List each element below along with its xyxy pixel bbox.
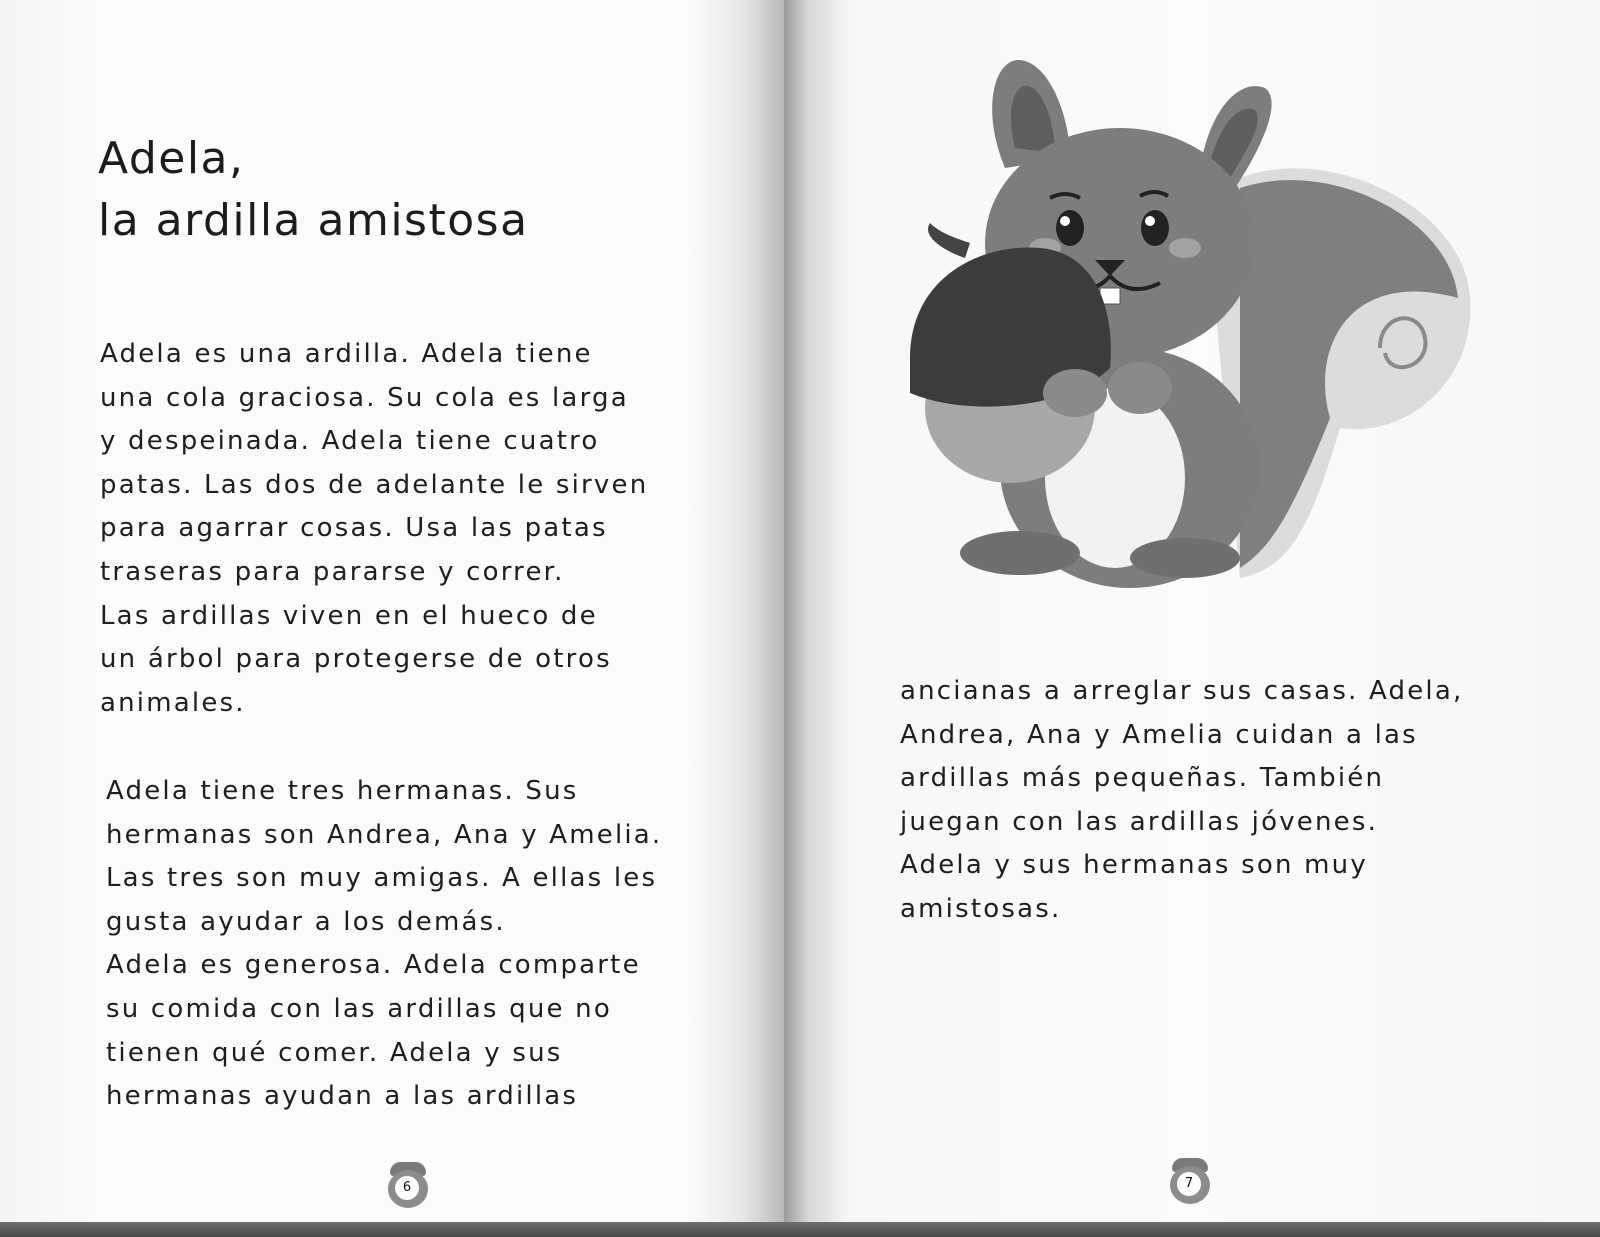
text-line: y despeinada. Adela tiene cuatro	[100, 426, 600, 457]
text-line: Adela es una ardilla. Adela tiene	[100, 339, 593, 369]
text-line: Adela y sus hermanas son muy	[900, 850, 1368, 881]
text-line: una cola graciosa. Su cola es larga	[100, 382, 629, 413]
paragraph-1	[100, 333, 648, 725]
paragraph-3	[900, 670, 1463, 932]
text-line: Andrea, Ana y Amelia cuidan a las	[900, 719, 1418, 750]
text-line: juegan con las ardillas jóvenes.	[900, 806, 1379, 837]
text-line: Las ardillas viven en el hueco de	[100, 600, 598, 631]
text-line: hermanas son Andrea, Ana y Amelia.	[106, 819, 663, 850]
text-line: ancianas a arreglar sus casas. Adela,	[900, 676, 1464, 706]
text-line: Las tres son muy amigas. A ellas les	[106, 863, 658, 894]
text-line: tienen qué comer. Adela y sus	[106, 1037, 563, 1068]
text-line: un árbol para protegerse de otros	[100, 644, 612, 675]
title-line: Adela,	[98, 133, 245, 184]
text-line: traseras para pararse y correr.	[100, 556, 565, 587]
title-line: la ardilla amistosa	[98, 195, 529, 246]
paragraph-2	[106, 770, 662, 1119]
text-line: ardillas más pequeñas. También	[900, 763, 1385, 794]
text-line: gusta ayudar a los demás.	[106, 906, 506, 937]
text-line: animales.	[100, 687, 246, 718]
acorn-stem	[928, 223, 970, 258]
squirrel-eye	[1056, 210, 1084, 246]
book-bottom-edge	[0, 1222, 1600, 1237]
text-line: patas. Las dos de adelante le sirven	[100, 469, 649, 500]
text-line: hermanas ayudan a las ardillas	[106, 1081, 579, 1112]
text-line: amistosas.	[900, 893, 1062, 924]
page-number: 7	[1177, 1172, 1201, 1196]
squirrel-illustration	[910, 48, 1530, 608]
text-line: para agarrar cosas. Usa las patas	[100, 513, 608, 544]
text-line: su comida con las ardillas que no	[106, 993, 612, 1024]
page-number: 6	[395, 1176, 419, 1200]
page-number-badge	[386, 1162, 430, 1210]
text-line: Adela es generosa. Adela comparte	[106, 950, 641, 981]
story-title	[98, 128, 529, 252]
text-line: Adela tiene tres hermanas. Sus	[106, 776, 579, 806]
page-number-badge	[1168, 1158, 1212, 1206]
squirrel-eye	[1141, 210, 1169, 246]
left-page	[0, 0, 784, 1225]
